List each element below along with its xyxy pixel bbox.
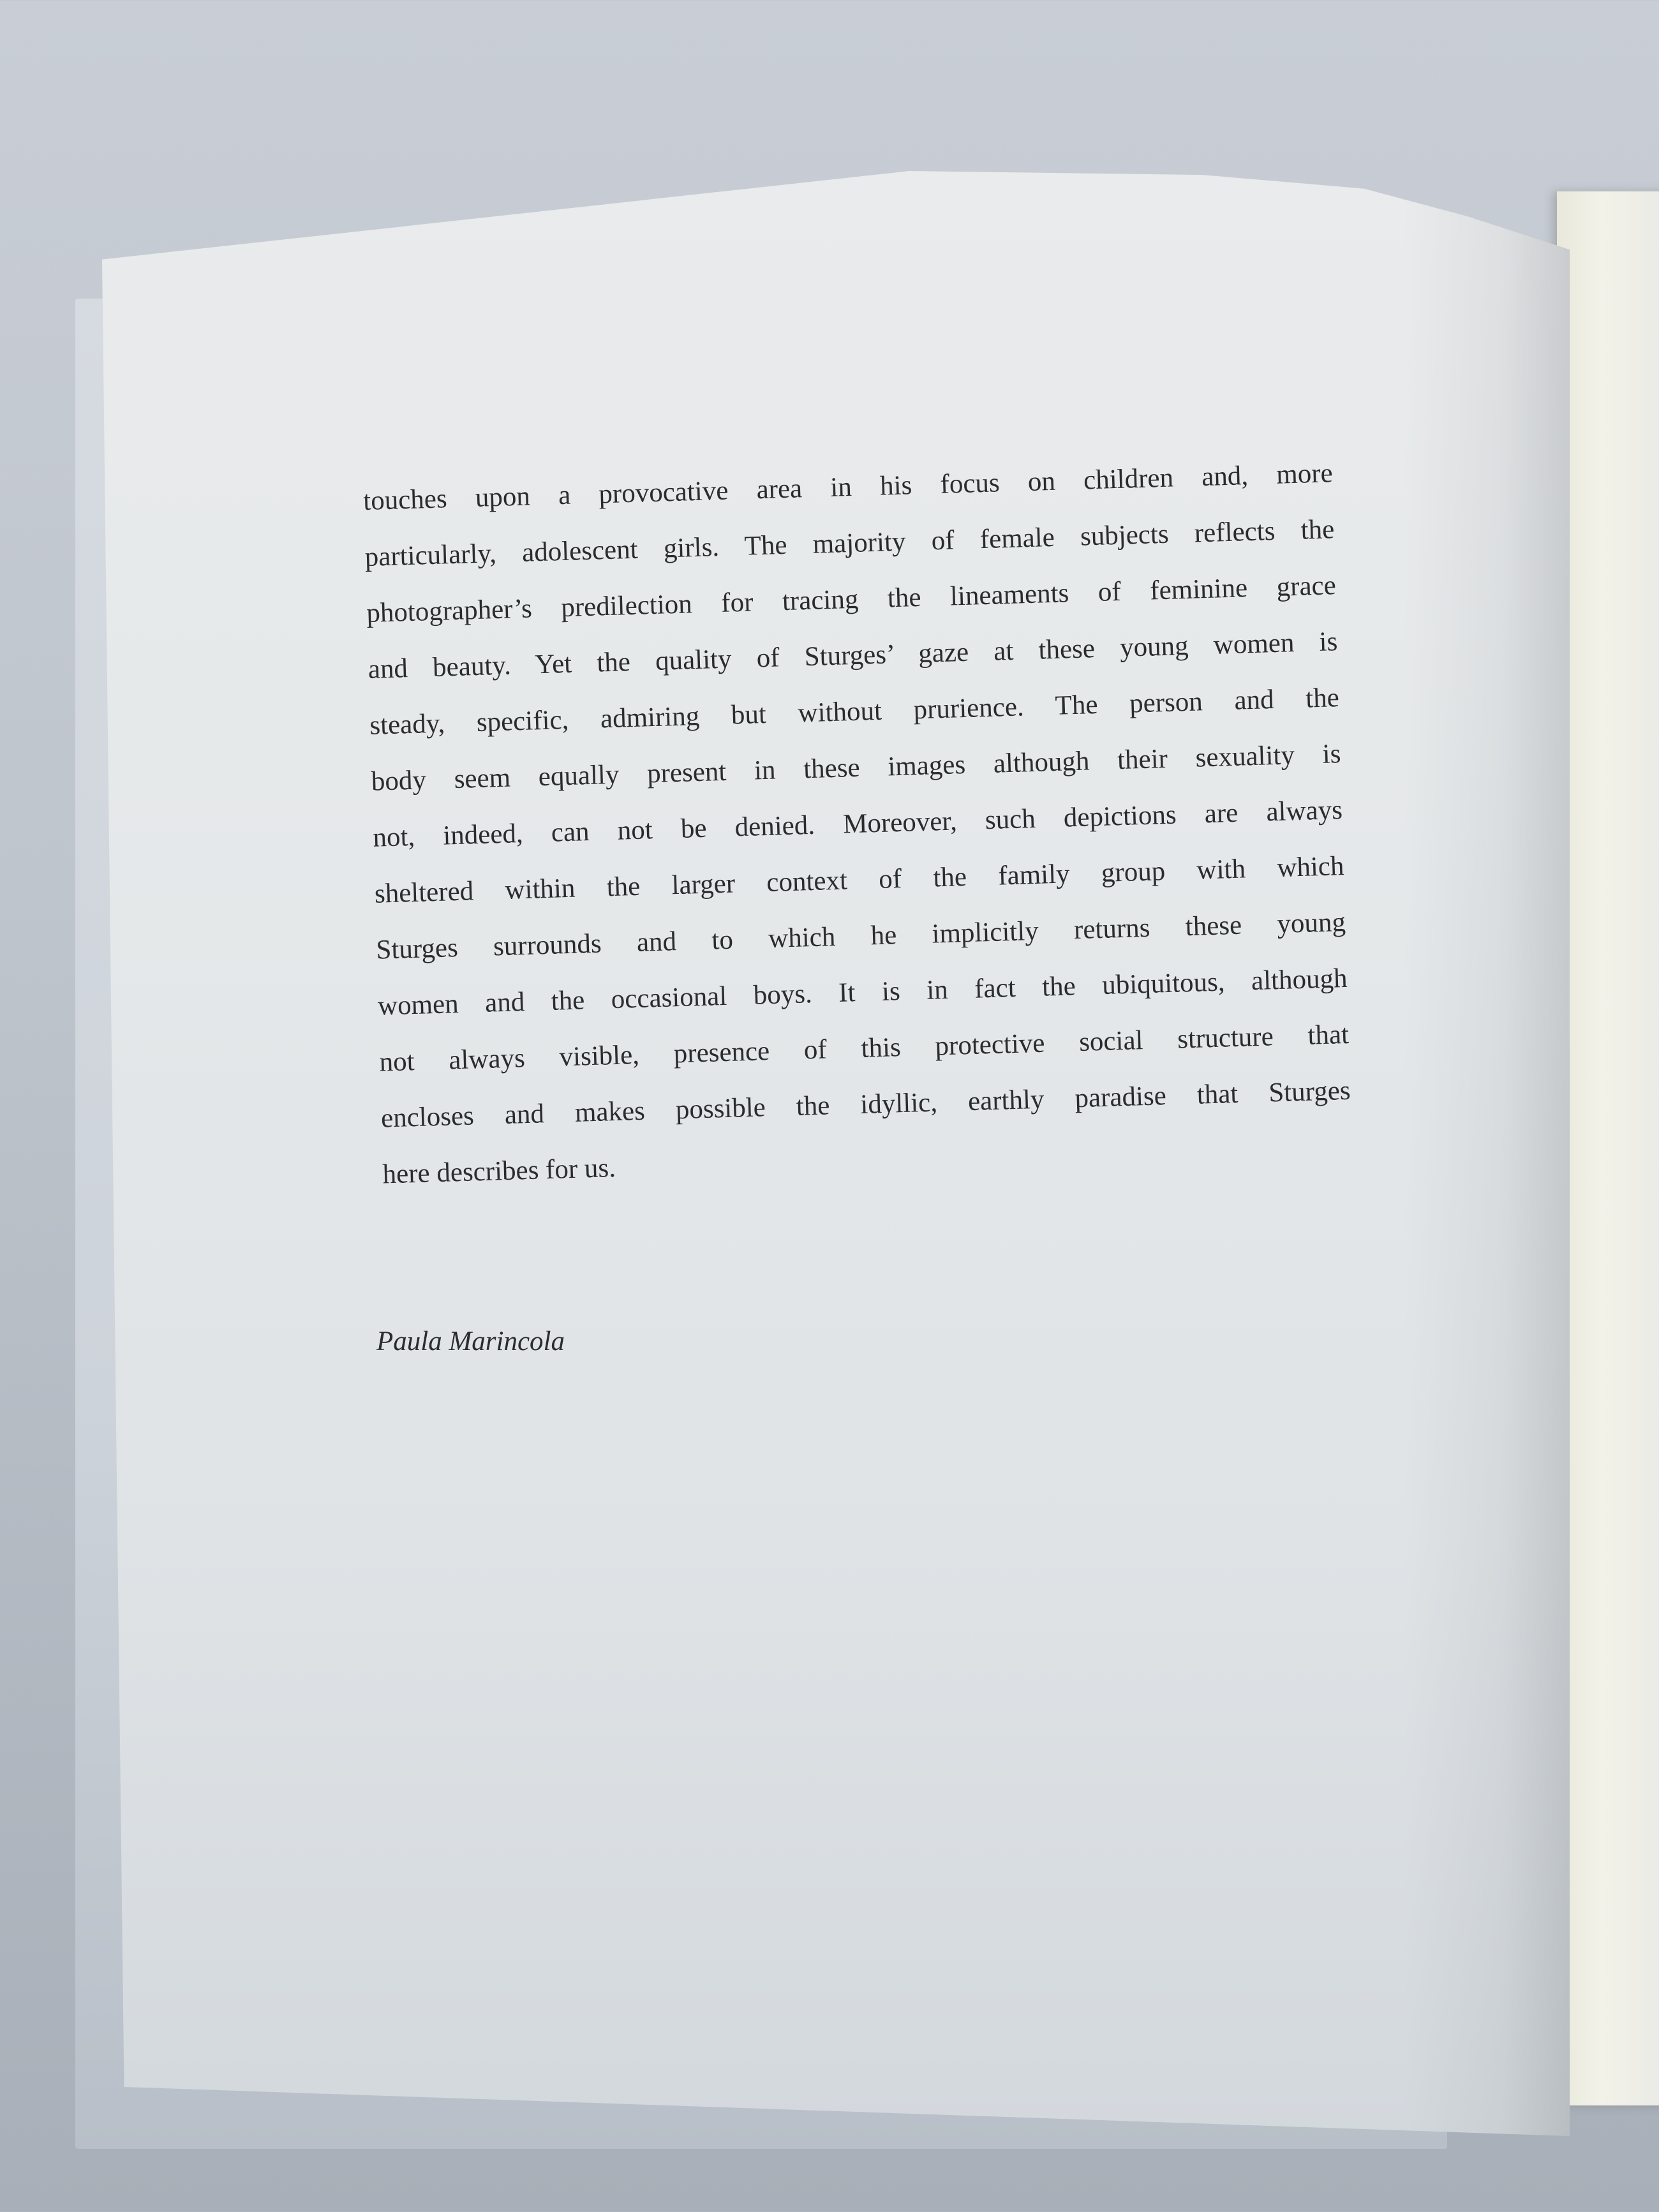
author-signature: Paula Marincola	[376, 1326, 565, 1356]
essay-paragraph	[362, 445, 1353, 1203]
text-line: particularly, adolescent girls. The majority of female subjects reflects the	[364, 514, 1335, 572]
text-line: not always visible, presence of this protective social structure that	[378, 1019, 1350, 1078]
text-line: not, indeed, can not be denied. Moreover, such depictions are always	[372, 795, 1343, 853]
text-line: women and the occasional boys. It is in fact the ubiquitous, although	[377, 963, 1348, 1021]
text-line: touches upon a provocative area in his focus on children and, more	[362, 458, 1334, 516]
text-line: and beauty. Yet the quality of Sturges’ gaze at these young women is	[368, 627, 1338, 685]
text-line: Sturges surrounds and to which he implicitly returns these young	[375, 907, 1346, 965]
text-line: sheltered within the larger context of the family group with which	[374, 850, 1345, 909]
text-line: encloses and makes possible the idyllic, earthly paradise that Sturges	[380, 1075, 1351, 1134]
text-line-last: here describes for us.	[382, 1153, 616, 1190]
text-line: photographer’s predilection for tracing the lineaments of feminine grace	[366, 570, 1337, 628]
facing-page-edge	[1557, 191, 1659, 2105]
text-line: body seem equally present in these images although their sexuality is	[371, 739, 1341, 797]
text-line: steady, specific, admiring but without prurience. The person and the	[369, 683, 1340, 741]
page-gutter-shadow	[1404, 171, 1570, 2136]
